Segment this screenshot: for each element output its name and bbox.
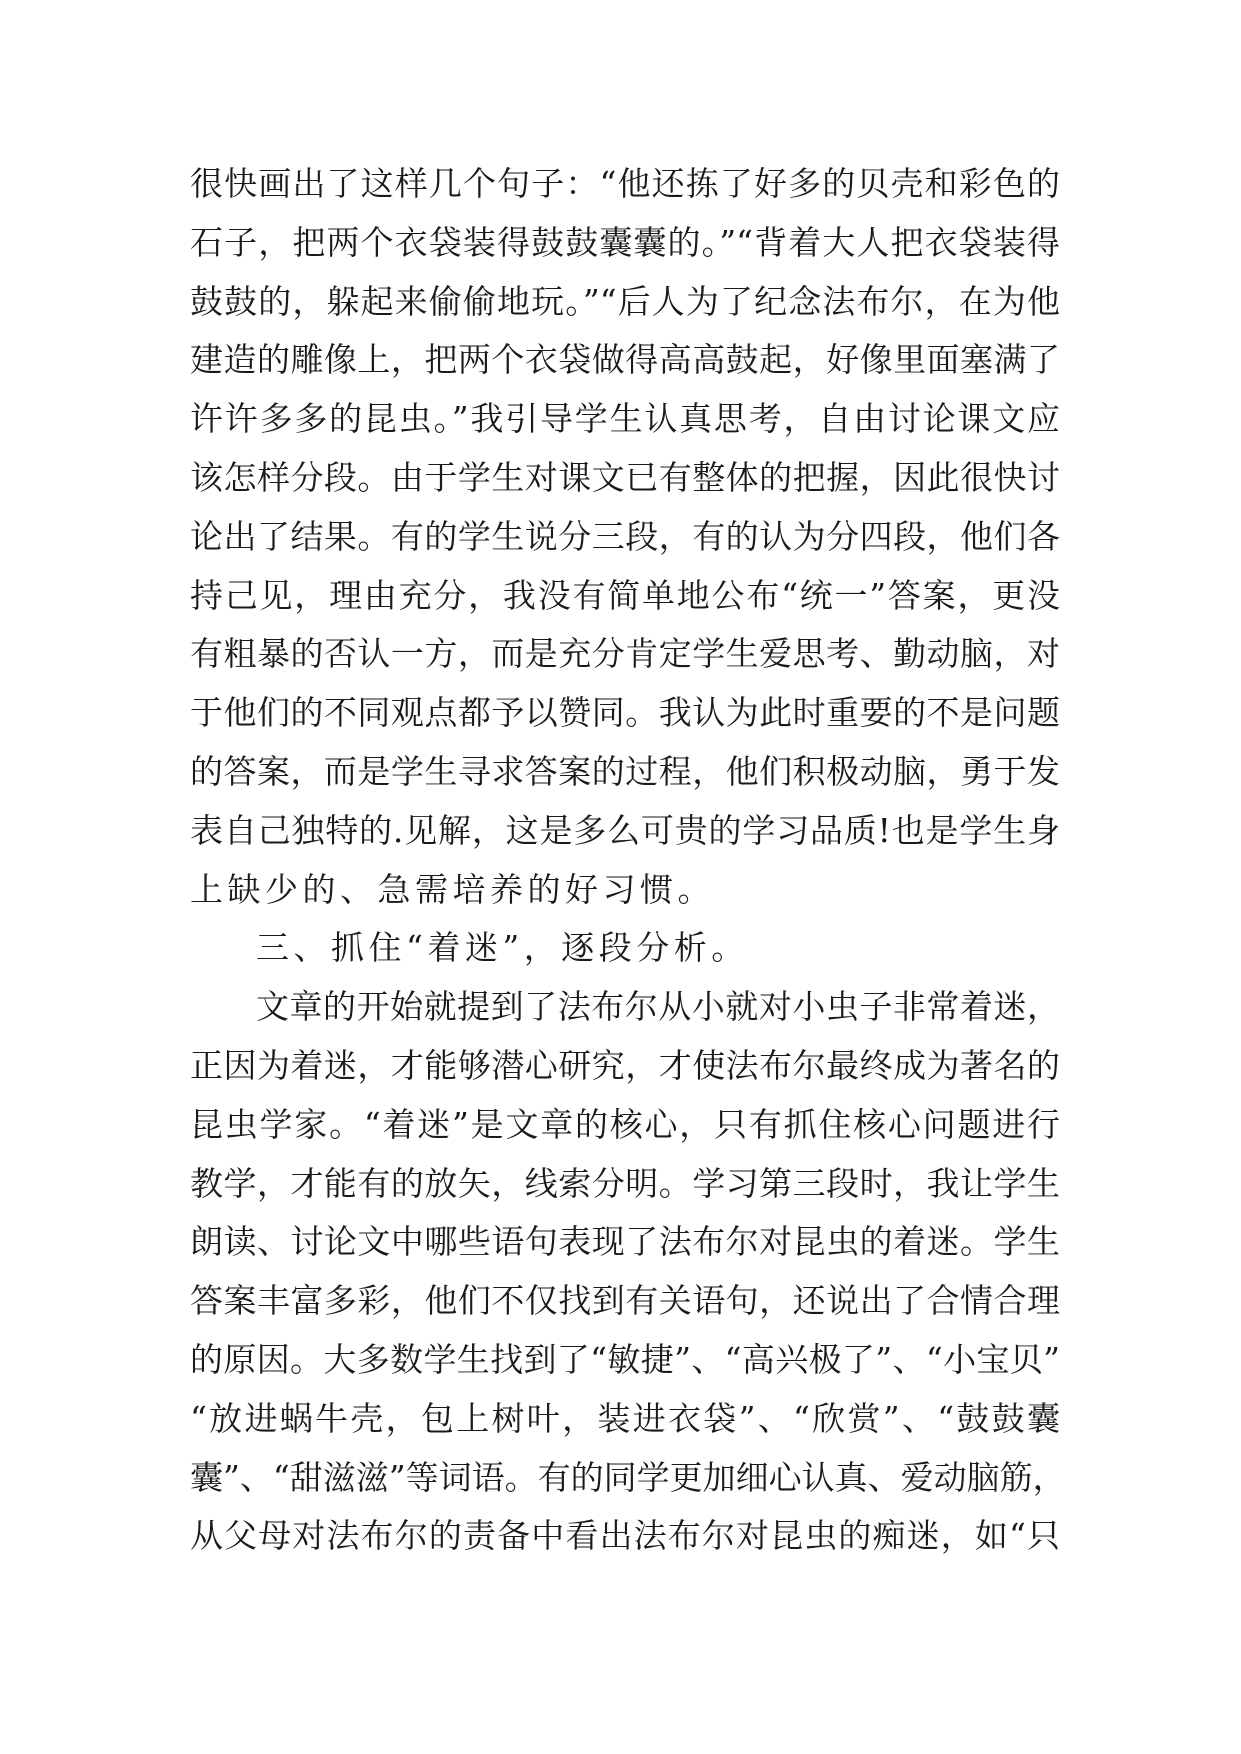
text-line: 很快画出了这样几个句子：“他还拣了好多的贝壳和彩色的 bbox=[190, 164, 1060, 203]
section-heading: 三、抓住“着迷”，逐段分析。 bbox=[256, 928, 749, 968]
text-line: 昆虫学家。“着迷”是文章的核心，只有抓住核心问题进行 bbox=[190, 1104, 1060, 1144]
text-line: 教学，才能有的放矢，线索分明。学习第三段时，我让学生 bbox=[190, 1163, 1060, 1203]
paragraph-end-line: 上缺少的、急需培养的好习惯。 bbox=[190, 869, 715, 909]
text-line: “放进蜗牛壳，包上树叶，装进衣袋”、“欣赏”、“鼓鼓囊 bbox=[190, 1398, 1060, 1438]
text-line: 石子，把两个衣袋装得鼓鼓囊囊的。”“背着大人把衣袋装得 bbox=[190, 222, 1060, 262]
text-line: 表自己独特的.见解，这是多么可贵的学习品质!也是学生身 bbox=[190, 810, 1060, 850]
paragraph-first-line: 文章的开始就提到了法布尔从小就对小虫子非常着迷， bbox=[256, 987, 1060, 1027]
text-line: 持己见，理由充分，我没有简单地公布“统一”答案，更没 bbox=[190, 575, 1060, 615]
text-line: 囊”、“甜滋滋”等词语。有的同学更加细心认真、爱动脑筋， bbox=[190, 1457, 1066, 1497]
text-line: 建造的雕像上，把两个衣袋做得高高鼓起，好像里面塞满了 bbox=[190, 340, 1060, 380]
text-line: 答案丰富多彩，他们不仅找到有关语句，还说出了合情合理 bbox=[190, 1281, 1060, 1321]
text-line: 朗读、讨论文中哪些语句表现了法布尔对昆虫的着迷。学生 bbox=[190, 1222, 1060, 1262]
text-line: 的答案，而是学生寻求答案的过程，他们积极动脑，勇于发 bbox=[190, 751, 1060, 791]
text-line: 论出了结果。有的学生说分三段，有的认为分四段，他们各 bbox=[190, 516, 1060, 556]
text-line: 正因为着迷，才能够潜心研究，才使法布尔最终成为著名的 bbox=[190, 1045, 1060, 1085]
text-line: 有粗暴的否认一方，而是充分肯定学生爱思考、勤动脑，对 bbox=[190, 634, 1060, 674]
text-line: 该怎样分段。由于学生对课文已有整体的把握，因此很快讨 bbox=[190, 457, 1060, 497]
text-line: 鼓鼓的，躲起来偷偷地玩。”“后人为了纪念法布尔，在为他 bbox=[190, 281, 1060, 321]
text-line: 从父母对法布尔的责备中看出法布尔对昆虫的痴迷，如“只 bbox=[190, 1516, 1060, 1556]
text-line: 的原因。大多数学生找到了“敏捷”、“高兴极了”、“小宝贝” bbox=[190, 1339, 1060, 1379]
text-line: 许许多多的昆虫。”我引导学生认真思考，自由讨论课文应 bbox=[190, 399, 1060, 439]
body-text bbox=[190, 155, 1066, 1566]
text-line: 于他们的不同观点都予以赞同。我认为此时重要的不是问题 bbox=[190, 693, 1060, 733]
